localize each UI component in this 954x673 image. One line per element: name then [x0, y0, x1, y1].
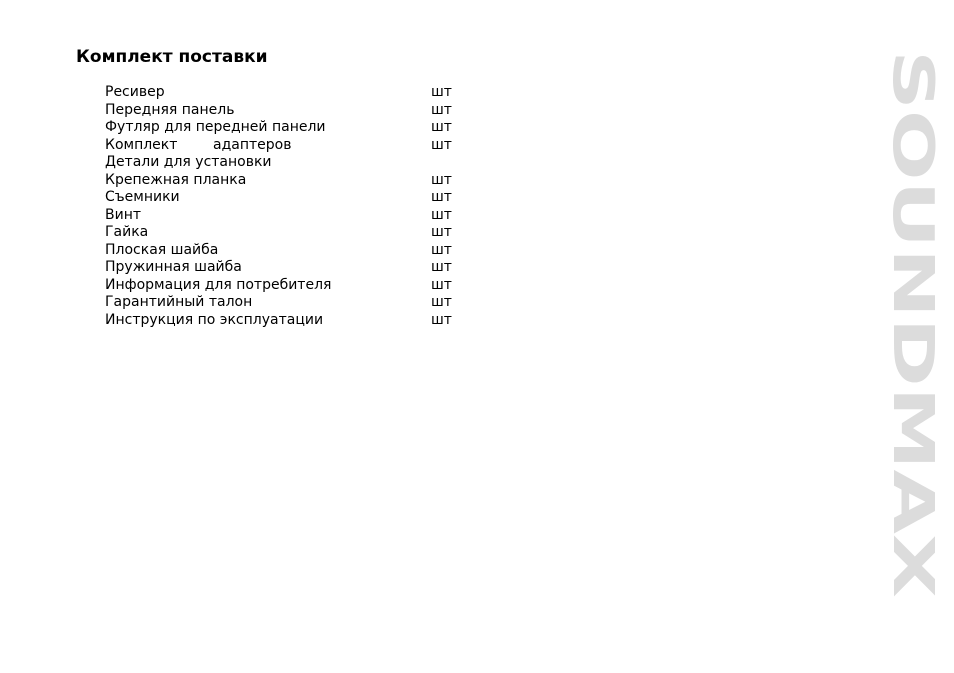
list-item: [105, 154, 455, 172]
item-name: Передняя панель: [105, 101, 235, 118]
brand-logo-text: SOUNDMAX: [880, 50, 945, 420]
page-title: Комплект поставки: [76, 47, 268, 67]
list-item: [105, 277, 455, 295]
item-unit: шт: [431, 189, 452, 205]
list-item: [105, 294, 455, 312]
item-unit: шт: [431, 311, 452, 328]
item-name: Детали для установки: [105, 154, 272, 170]
item-unit: шт: [431, 259, 452, 275]
item-name: Инструкция по эксплуатации: [105, 311, 324, 328]
list-item: [105, 102, 455, 120]
item-name: Крепежная планка: [105, 171, 247, 188]
item-unit: шт: [431, 241, 452, 258]
brand-logo: [880, 50, 945, 598]
list-item: [105, 207, 455, 225]
item-name: Комплект адаптеров: [105, 136, 292, 153]
list-item: [105, 137, 455, 155]
list-item: [105, 172, 455, 190]
item-name: Футляр для передней панели: [105, 119, 326, 135]
item-name: Гайка: [105, 224, 149, 240]
item-name: Съемники: [105, 189, 180, 205]
item-unit: шт: [431, 224, 452, 240]
list-item: [105, 312, 455, 330]
item-unit: шт: [431, 171, 452, 188]
list-item: [105, 224, 455, 242]
item-unit: шт: [431, 119, 452, 135]
list-item: [105, 259, 455, 277]
item-unit: шт: [431, 84, 452, 100]
item-name: Плоская шайба: [105, 241, 219, 258]
list-item: [105, 189, 455, 207]
item-unit: шт: [431, 101, 452, 118]
item-name: Пружинная шайба: [105, 259, 242, 275]
item-unit: шт: [431, 206, 452, 223]
list-item: [105, 119, 455, 137]
brand-logo-graphic: [880, 50, 945, 598]
item-unit: шт: [431, 294, 452, 310]
package-contents-list: [105, 84, 455, 329]
list-item: [105, 84, 455, 102]
item-unit: шт: [431, 136, 452, 153]
list-item: [105, 242, 455, 260]
item-name: Информация для потребителя: [105, 276, 332, 293]
item-unit: шт: [431, 276, 452, 293]
item-name: Ресивер: [105, 84, 165, 100]
item-name: Гарантийный талон: [105, 294, 253, 310]
item-name: Винт: [105, 206, 142, 223]
